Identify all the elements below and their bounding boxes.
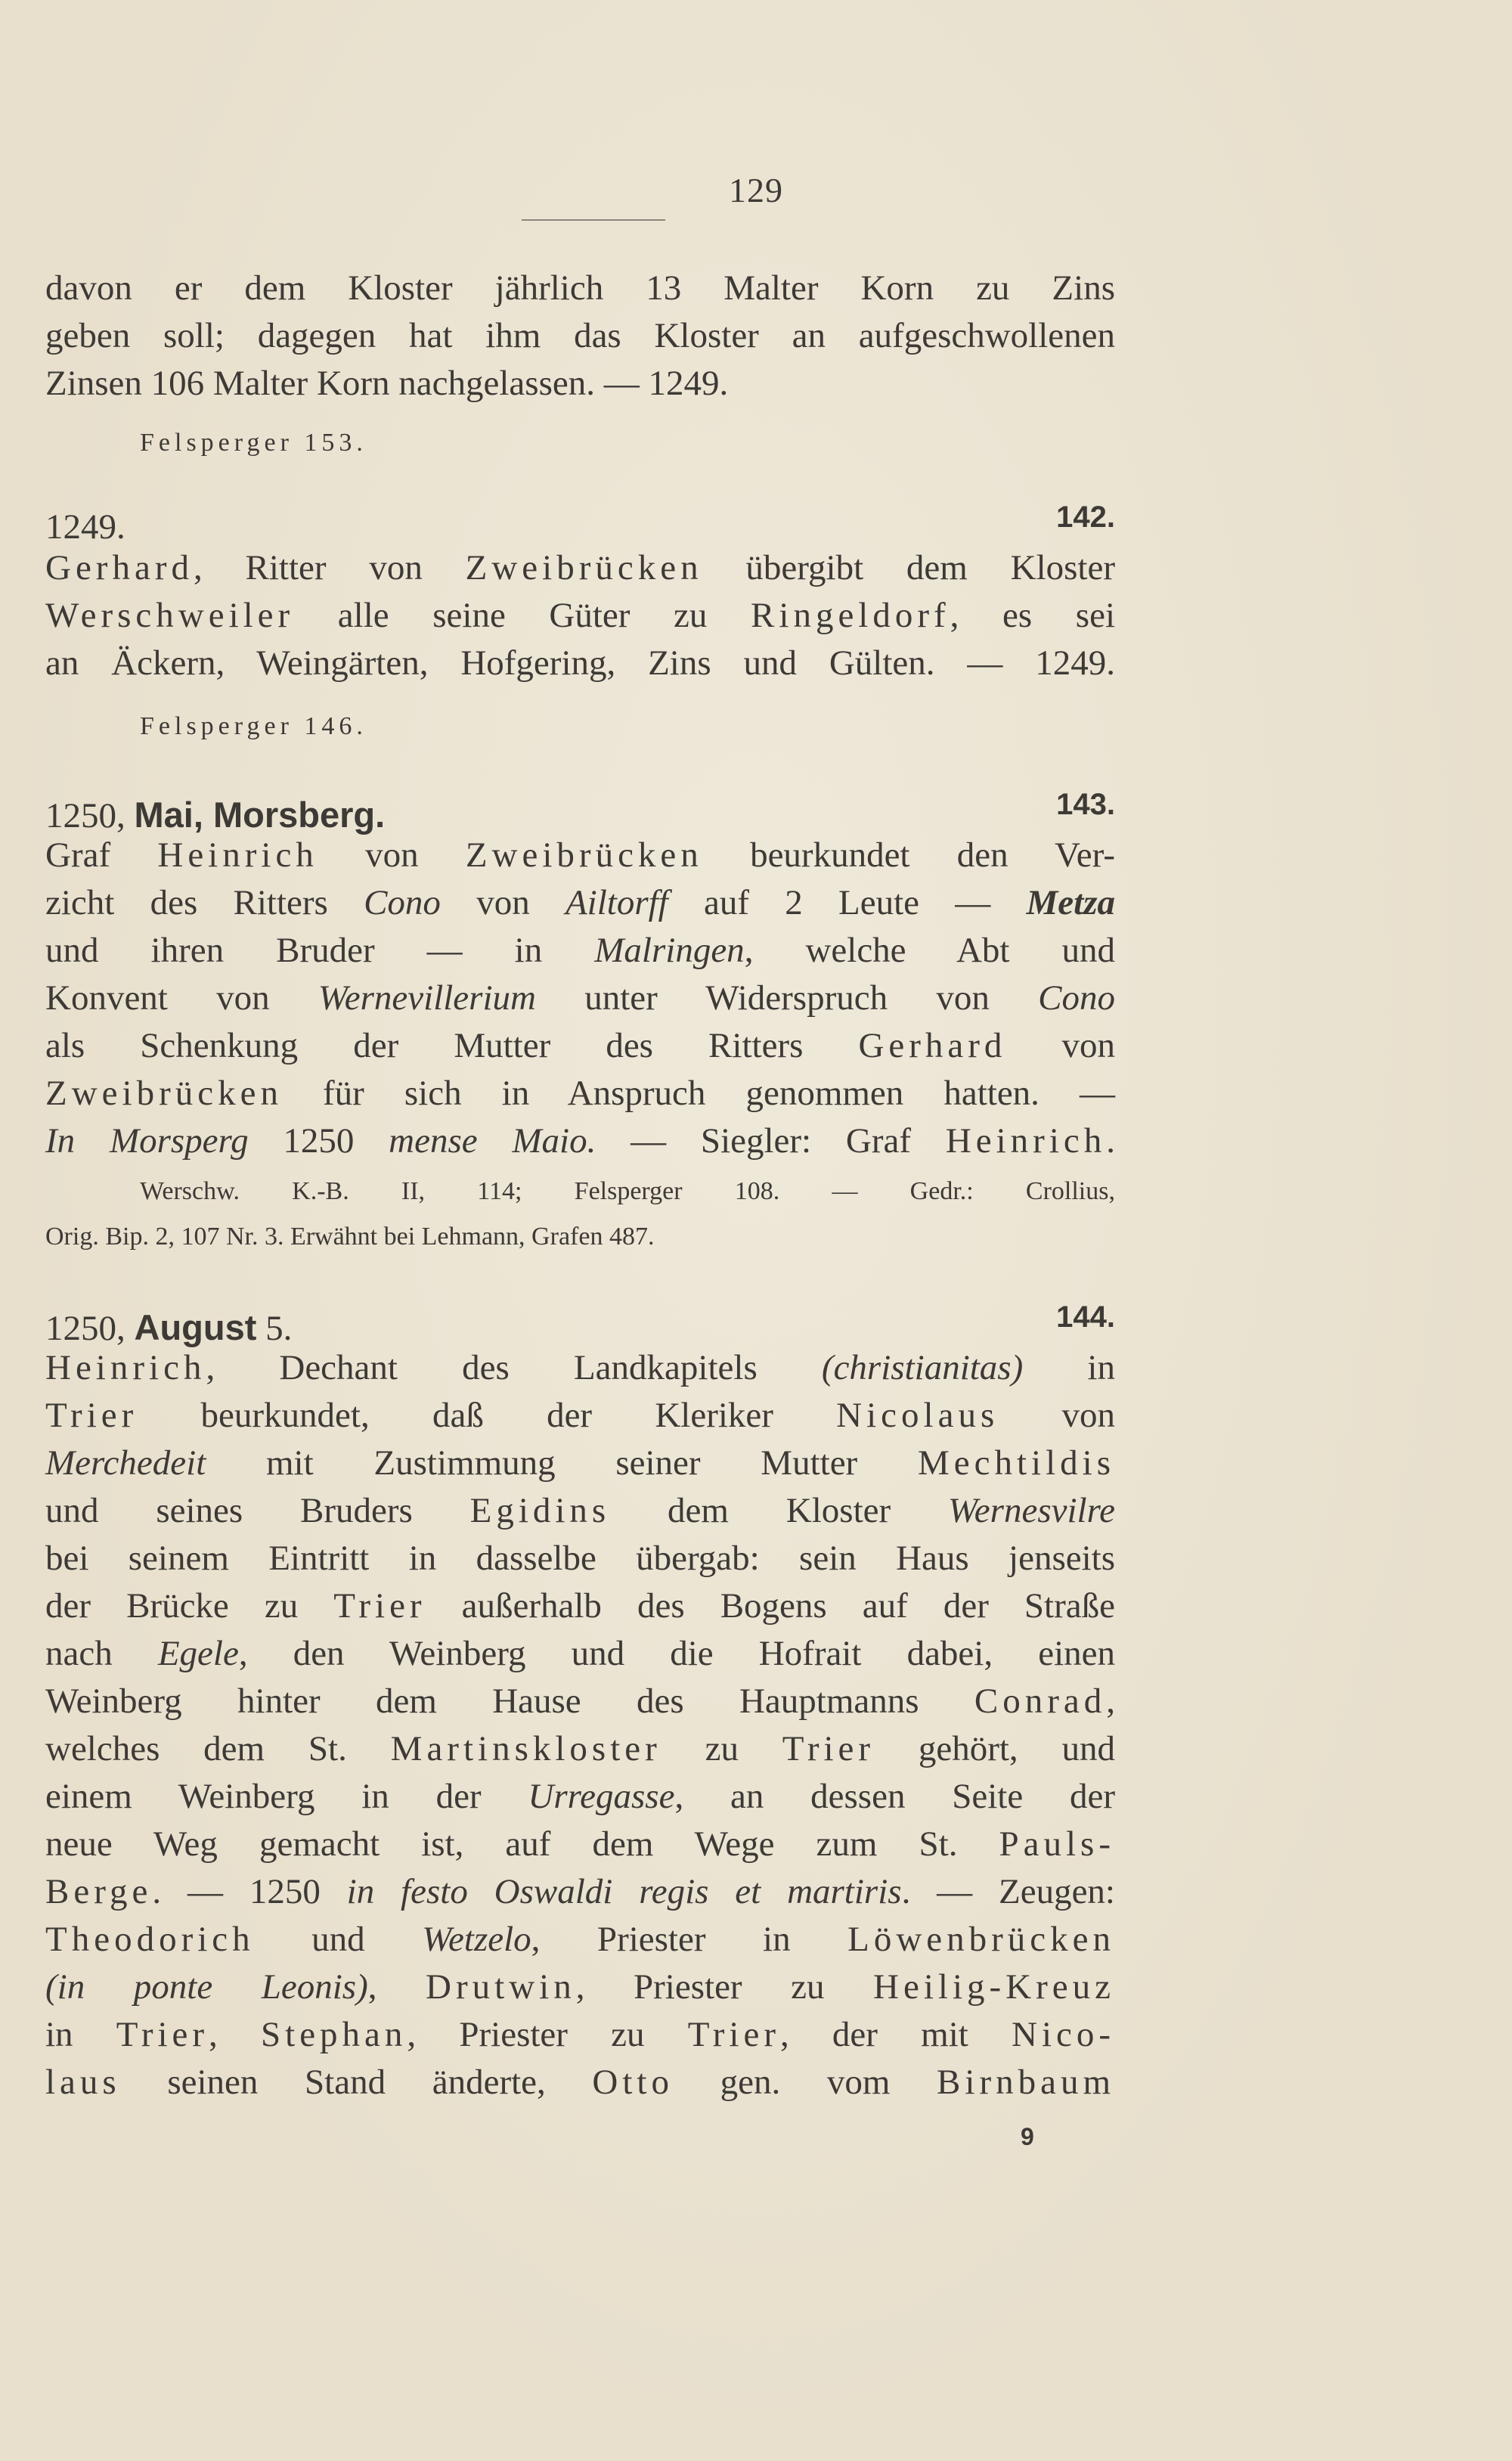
entry-143-source-cont xyxy=(45,1213,983,1260)
text-fragment: Felsperger 146. xyxy=(140,712,367,740)
text-fragment: , Ritter von xyxy=(193,548,466,587)
text-fragment: Trier xyxy=(782,1729,875,1768)
date-fragment: 5. xyxy=(265,1309,293,1348)
text-fragment: Cono xyxy=(1038,978,1115,1018)
text-line xyxy=(45,1440,1115,1487)
entry-142-source xyxy=(45,703,1115,750)
text-line xyxy=(45,879,1115,927)
text-fragment: Wernesvilre xyxy=(947,1491,1115,1530)
text-fragment: auf 2 Leute — xyxy=(668,883,1027,922)
text-fragment: gehört, und xyxy=(875,1729,1115,1768)
text-line: Zinsen 106 Malter Korn nachgelassen. — 1249. xyxy=(45,364,729,403)
text-fragment: 1250 xyxy=(248,1121,389,1161)
text-fragment: Conrad xyxy=(974,1681,1107,1721)
source-line xyxy=(140,703,1115,750)
text-fragment: Trier xyxy=(687,2015,780,2054)
intro-source xyxy=(45,420,1115,466)
text-fragment: (christianitas) xyxy=(821,1348,1024,1387)
text-fragment: Stephan xyxy=(261,2015,407,2054)
date-fragment: 1250, xyxy=(45,1309,125,1348)
text-fragment: Wernevillerium xyxy=(318,978,536,1018)
text-fragment: beurkundet den Ver- xyxy=(702,835,1115,875)
text-fragment: , xyxy=(209,2015,261,2054)
text-fragment: Merchedeit xyxy=(45,1443,206,1483)
date-fragment: 1250, xyxy=(45,796,125,835)
text-line xyxy=(45,832,1115,879)
date-fragment: August xyxy=(134,1307,257,1347)
text-line xyxy=(45,1916,1115,1964)
text-fragment: und ihren Bruder — in xyxy=(45,931,595,970)
text-fragment: Urregasse xyxy=(528,1777,675,1816)
text-fragment: Gerhard xyxy=(45,548,194,587)
text-fragment: Heinrich xyxy=(945,1121,1107,1161)
text-fragment: der Brücke zu xyxy=(45,1586,334,1626)
text-fragment: , Dechant des Landkapitels xyxy=(206,1348,822,1387)
text-fragment: Ringeldorf xyxy=(751,596,950,635)
text-line xyxy=(45,544,1115,592)
text-fragment: . xyxy=(1106,1121,1115,1161)
text-fragment: Cono xyxy=(364,883,441,922)
text-fragment: Heinrich xyxy=(157,835,318,875)
text-fragment: Egidins xyxy=(469,1491,611,1530)
text-fragment: an Äckern, Weingärten, Hofgering, Zins und Gülten. — 1249. xyxy=(45,643,1115,683)
text-fragment: , xyxy=(367,1967,426,2007)
text-fragment: Mechtildis xyxy=(917,1443,1115,1483)
text-line xyxy=(45,1678,1115,1725)
source-line xyxy=(140,420,1115,466)
source-line: Orig. Bip. 2, 107 Nr. 3. Erwähnt bei Lehmann, Grafen 487. xyxy=(45,1223,655,1251)
text-fragment: Martinskloster xyxy=(390,1729,662,1768)
text-line xyxy=(45,2059,1115,2106)
text-fragment: Felsperger 153. xyxy=(140,429,367,457)
text-fragment: bei seinem Eintritt in dasselbe übergab: sein Haus jenseits xyxy=(45,1539,1115,1578)
text-fragment: zicht des Ritters xyxy=(45,883,364,922)
text-fragment: , den Weinberg und die Hofrait dabei, einen xyxy=(238,1634,1115,1673)
entry-date: 1249. xyxy=(45,507,125,547)
text-fragment: und xyxy=(254,1920,423,1959)
text-fragment: , an dessen Seite der xyxy=(674,1777,1115,1816)
text-fragment: in xyxy=(1023,1348,1115,1387)
text-fragment: Heilig-Kreuz xyxy=(873,1967,1115,2007)
text-fragment: Gerhard xyxy=(858,1026,1007,1065)
text-fragment: in festo Oswaldi regis et martiris xyxy=(346,1872,902,1911)
text-fragment: mense Maio. xyxy=(389,1121,596,1161)
entry-number: 142. xyxy=(1056,501,1115,534)
text-fragment: alle seine Güter zu xyxy=(294,596,751,635)
text-fragment: Egele xyxy=(157,1634,239,1673)
text-line xyxy=(45,1487,1115,1535)
text-line xyxy=(45,1868,1115,1916)
text-fragment: (in ponte Leonis) xyxy=(45,1967,368,2007)
text-fragment: von xyxy=(318,835,466,875)
text-fragment: seinen Stand änderte, xyxy=(120,2063,593,2102)
text-line xyxy=(45,1117,1115,1165)
text-fragment: , xyxy=(1106,1681,1115,1721)
entry-144-text xyxy=(45,1344,1115,2106)
text-fragment: neue Weg gemacht ist, auf dem Wege zum St. xyxy=(45,1824,999,1864)
text-fragment: Nicolaus xyxy=(836,1396,999,1435)
text-fragment: Pauls- xyxy=(999,1824,1115,1864)
entry-143-text xyxy=(45,832,1115,1165)
text-fragment: von xyxy=(1006,1026,1115,1065)
source-line: Werschw. K.-B. II, 114; Felsperger 108. — Gedr.: Crollius, xyxy=(140,1177,1115,1205)
page-number: 129 xyxy=(729,171,783,209)
text-fragment: Drutwin xyxy=(426,1967,576,2007)
text-fragment: In Morsperg xyxy=(45,1121,249,1161)
text-line xyxy=(45,1535,1115,1582)
text-fragment: . — 1250 xyxy=(152,1872,347,1911)
text-fragment: dem Kloster xyxy=(610,1491,948,1530)
text-fragment: Trier xyxy=(116,2015,209,2054)
text-fragment: mit Zustimmung seiner Mutter xyxy=(206,1443,918,1483)
text-line xyxy=(45,2011,1115,2059)
text-fragment: Konvent von xyxy=(45,978,318,1018)
date-fragment: Mai, Morsberg. xyxy=(134,795,386,835)
text-fragment: außerhalb des Bogens auf der Straße xyxy=(426,1586,1115,1626)
intro-paragraph xyxy=(45,265,1115,408)
text-fragment: Heinrich xyxy=(45,1348,206,1387)
text-line xyxy=(45,1344,1115,1392)
text-fragment: Trier xyxy=(45,1396,138,1435)
text-fragment: , Priester zu xyxy=(575,1967,874,2007)
entry-number: 144. xyxy=(1056,1300,1115,1334)
entry-142-text xyxy=(45,544,1115,687)
text-fragment: Werschweiler xyxy=(45,596,295,635)
text-fragment: , es sei xyxy=(950,596,1115,635)
text-fragment: Zweibrücken xyxy=(45,1074,283,1113)
text-fragment: . — Zeugen: xyxy=(901,1872,1115,1911)
text-fragment: — Siegler: Graf xyxy=(596,1121,946,1161)
text-line xyxy=(45,1630,1115,1678)
text-line xyxy=(45,592,1115,640)
text-fragment: von xyxy=(440,883,565,922)
text-line xyxy=(45,975,1115,1022)
text-fragment: zu xyxy=(661,1729,782,1768)
text-line xyxy=(45,1392,1115,1440)
text-line xyxy=(45,1070,1115,1117)
sheet-signature: 9 xyxy=(1021,2123,1034,2150)
text-fragment: , welche Abt und xyxy=(744,931,1115,970)
text-line xyxy=(45,1773,1115,1821)
text-line: davon er dem Kloster jährlich 13 Malter Korn zu Zins xyxy=(45,268,1115,308)
header-rule xyxy=(522,219,665,221)
text-fragment: beurkundet, daß der Kleriker xyxy=(138,1396,837,1435)
text-fragment: und seines Bruders xyxy=(45,1491,470,1530)
text-fragment: von xyxy=(999,1396,1115,1435)
text-fragment: Zweibrücken xyxy=(465,835,703,875)
text-fragment: Löwenbrücken xyxy=(847,1920,1115,1959)
text-line xyxy=(45,1821,1115,1868)
text-fragment: Metza xyxy=(1026,883,1115,922)
text-fragment: Berge xyxy=(45,1872,153,1911)
entry-143-source xyxy=(45,1168,1115,1215)
text-fragment: , der mit xyxy=(779,2015,1012,2054)
text-line xyxy=(45,1725,1115,1773)
text-fragment: einem Weinberg in der xyxy=(45,1777,528,1816)
text-fragment: welches dem St. xyxy=(45,1729,391,1768)
text-fragment: für sich in Anspruch genommen hatten. — xyxy=(282,1074,1115,1113)
text-fragment: Birnbaum xyxy=(937,2063,1116,2102)
text-line xyxy=(45,927,1115,975)
text-fragment: laus xyxy=(45,2063,121,2102)
text-line xyxy=(45,640,1115,687)
text-fragment: Trier xyxy=(333,1586,426,1626)
text-fragment: als Schenkung der Mutter des Ritters xyxy=(45,1026,859,1065)
text-fragment: Theodorich xyxy=(45,1920,255,1959)
text-fragment: nach xyxy=(45,1634,158,1673)
text-fragment: Malringen xyxy=(594,931,745,970)
text-fragment: Weinberg hinter dem Hause des Hauptmanns xyxy=(45,1681,974,1721)
text-line: geben soll; dagegen hat ihm das Kloster an aufgeschwollenen xyxy=(45,316,1115,355)
text-fragment: in xyxy=(45,2015,116,2054)
text-fragment: Otto xyxy=(592,2063,674,2102)
entry-date xyxy=(45,1306,292,1349)
text-line xyxy=(45,1582,1115,1630)
text-fragment: übergibt dem Kloster xyxy=(702,548,1115,587)
text-fragment: Ailtorff xyxy=(565,883,668,922)
text-fragment: , Priester in xyxy=(531,1920,848,1959)
text-line xyxy=(45,1022,1115,1070)
text-fragment: gen. vom xyxy=(673,2063,937,2102)
entry-date xyxy=(45,794,385,836)
text-fragment: unter Widerspruch von xyxy=(535,978,1039,1018)
text-fragment: Nico- xyxy=(1012,2015,1116,2054)
text-fragment: Zweibrücken xyxy=(465,548,703,587)
text-fragment: Wetzelo xyxy=(422,1920,531,1959)
text-fragment: Graf xyxy=(45,835,158,875)
entry-number: 143. xyxy=(1056,788,1115,821)
text-fragment: , Priester zu xyxy=(407,2015,688,2054)
text-line xyxy=(45,1964,1115,2011)
